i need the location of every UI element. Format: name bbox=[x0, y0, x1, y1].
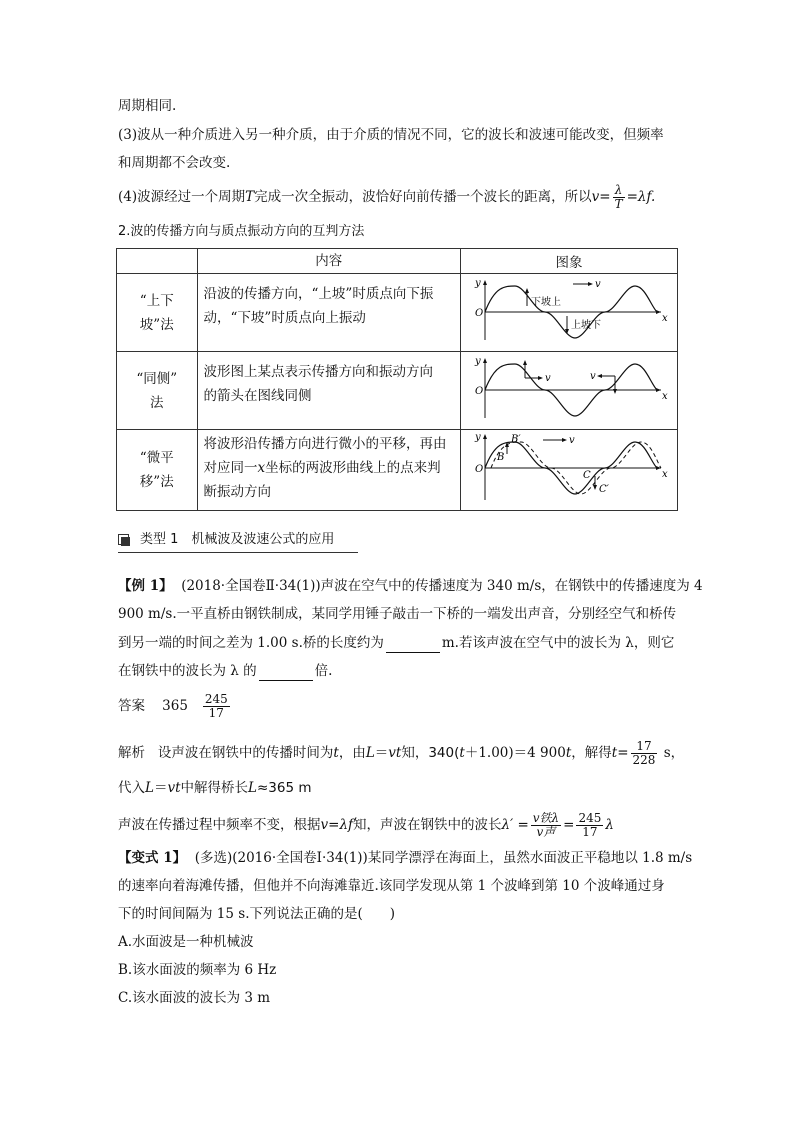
vibration-arrowhead-up bbox=[523, 360, 527, 365]
answer-blank-2 bbox=[259, 666, 313, 681]
description-line2: 对应同一x坐标的两波形曲线上的点来判 bbox=[203, 460, 441, 476]
fraction-numerator: λ bbox=[613, 184, 625, 198]
var-vt: vt bbox=[388, 745, 402, 761]
variant-1-line-3: 下的时间间隔为 15 s.下列说法正确的是( ) bbox=[118, 906, 396, 922]
graph-cell bbox=[460, 430, 677, 511]
analysis-label: 解析 bbox=[118, 745, 145, 761]
method-name-line1: “上下 bbox=[139, 292, 174, 309]
var-t: t bbox=[611, 745, 618, 761]
graph-cell bbox=[460, 352, 677, 430]
example-1-line-1 bbox=[118, 576, 703, 596]
description-line3: 断振动方向 bbox=[203, 484, 272, 500]
y-axis-arrow bbox=[483, 358, 487, 363]
analysis-line-2 bbox=[118, 778, 312, 798]
intro-line-1: 周期相同. bbox=[118, 98, 177, 114]
section-2-title: 2.波的传播方向与质点振动方向的互判方法 bbox=[118, 224, 365, 239]
option-c: C.该水面波的波长为 3 m bbox=[118, 990, 271, 1006]
variant-1-text: (多选)(2016·全国卷Ⅰ·34(1))某同学漂浮在海面上，虽然水面波正平稳地以 1.8 m/s bbox=[194, 850, 693, 866]
eq: = bbox=[563, 817, 575, 833]
option-a: A.水面波是一种机械波 bbox=[118, 934, 254, 950]
example-1-line-3 bbox=[118, 633, 674, 653]
example-1-tag: 【例 1】 bbox=[118, 578, 173, 594]
table-header-content: 内容 bbox=[197, 249, 460, 274]
table-header-method bbox=[117, 249, 198, 274]
uphill-down-label: 上坡下 bbox=[570, 320, 601, 331]
table-header-image: 图象 bbox=[460, 249, 677, 274]
graph-cell bbox=[460, 274, 677, 352]
t-numerator: 17 bbox=[631, 740, 658, 754]
method-name-line1: “同侧” bbox=[136, 370, 178, 387]
table-header-row bbox=[117, 249, 678, 274]
description-cell bbox=[197, 430, 460, 511]
origin-label: O bbox=[474, 308, 484, 319]
method-cell bbox=[117, 352, 198, 430]
intro-line-2: (3)波从一种介质进入另一种介质，由于介质的情况不同，它的波长和波速可能改变，但频率 bbox=[118, 127, 664, 143]
answer-blank-1 bbox=[386, 638, 440, 653]
origin-label: O bbox=[474, 386, 484, 397]
velocity-label: v bbox=[594, 279, 601, 290]
example-1-line-2: 900 m/s.一平直桥由钢铁制成，某同学用锤子敲击一下桥的一端发出声音，分别经空气和桥传 bbox=[118, 606, 677, 622]
analysis-text-5: ，解得 bbox=[571, 745, 612, 761]
same-side-wave-graph bbox=[461, 354, 677, 423]
point-c-prime-label: C′ bbox=[598, 484, 609, 495]
method-name-line2: 法 bbox=[150, 394, 164, 411]
var-t: t bbox=[565, 745, 572, 761]
velocity-label-2: v bbox=[589, 371, 596, 382]
intro-line-4-pre: (4)波源经过一个周期 bbox=[118, 189, 246, 205]
unit-s: s， bbox=[663, 745, 685, 761]
method-name-line2: 坡”法 bbox=[139, 316, 174, 333]
table-row bbox=[117, 352, 678, 430]
var-L: L bbox=[365, 745, 375, 761]
var-lambda-prime: λ′ bbox=[501, 817, 514, 833]
t-denominator: 228 bbox=[632, 753, 656, 767]
variant-1-line-2: 的速率向着海滩传播，但他并不向海滩靠近.该同学发现从第 1 个波峰到第 10 个波峰通过身 bbox=[118, 878, 665, 894]
variant-1-line-1 bbox=[118, 848, 692, 868]
description-line1: 将波形沿传播方向进行微小的平移，再由 bbox=[203, 436, 447, 452]
answer-label: 答案 bbox=[118, 698, 145, 714]
velocity-ratio-fraction bbox=[531, 812, 561, 839]
variant-1-tag: 【变式 1】 bbox=[118, 850, 187, 866]
analysis-l2-mid: 中解得桥长 bbox=[180, 780, 249, 796]
table-row bbox=[117, 430, 678, 511]
propagation-arrowhead bbox=[562, 438, 567, 442]
uphill-downhill-wave-graph bbox=[461, 276, 677, 345]
intro-line-4 bbox=[118, 182, 655, 212]
method-cell bbox=[117, 274, 198, 352]
table-row bbox=[117, 274, 678, 352]
example-1-line-4-pre: 在钢铁中的波长为 λ 的 bbox=[118, 663, 257, 679]
result-fraction bbox=[576, 812, 603, 839]
description-line2: 的箭头在图线同侧 bbox=[203, 388, 312, 404]
method-table bbox=[116, 248, 678, 511]
eq: = bbox=[517, 817, 529, 833]
x-axis-label: x bbox=[661, 313, 668, 324]
intro-line-4-post: =λf. bbox=[626, 189, 656, 205]
answer-2-denominator: 17 bbox=[208, 706, 224, 720]
description-line1: 波形图上某点表示传播方向和振动方向 bbox=[203, 364, 434, 380]
analysis-line-1 bbox=[118, 738, 684, 768]
example-1-line-3-post: m.若该声波在空气中的波长为 λ，则它 bbox=[441, 635, 675, 651]
example-1-text: (2018·全国卷Ⅱ·34(1))声波在空气中的传播速度为 340 m/s，在钢铁中的传播速度为 4 bbox=[181, 578, 703, 594]
t-fraction bbox=[631, 740, 658, 767]
eq: = bbox=[617, 745, 629, 761]
vibration-arrowhead-down bbox=[613, 389, 617, 394]
result-numerator: 245 bbox=[578, 810, 602, 825]
analysis-text-4: ＋1.00)＝4 900 bbox=[464, 745, 566, 761]
equals-sign: = bbox=[599, 189, 611, 205]
description-cell bbox=[197, 352, 460, 430]
example-1-line-4-post: 倍. bbox=[314, 663, 333, 679]
y-axis-label: y bbox=[474, 356, 481, 367]
small-shift-wave-graph bbox=[461, 430, 677, 506]
analysis-text-1: 设声波在钢铁中的传播时间为 bbox=[157, 745, 334, 761]
point-c-label: C bbox=[582, 470, 591, 481]
eq: ＝ bbox=[153, 780, 168, 796]
eq: = bbox=[328, 817, 340, 833]
answer-line bbox=[118, 690, 232, 722]
type-1-heading bbox=[118, 526, 358, 552]
analysis-l2-pre: 代入 bbox=[118, 780, 145, 796]
velocity-label: v bbox=[544, 373, 551, 384]
fraction-denominator: T bbox=[614, 197, 623, 211]
var-v: v bbox=[320, 817, 329, 833]
analysis-l2-post: ≈365 m bbox=[257, 780, 312, 796]
point-b-label: B bbox=[496, 452, 505, 463]
y-axis-arrow bbox=[483, 280, 487, 285]
velocity-symbol: v bbox=[591, 189, 600, 205]
ratio-numerator: v铁λ bbox=[532, 810, 560, 825]
vibration-arrowhead-up bbox=[525, 288, 529, 293]
velocity-label: v bbox=[568, 435, 575, 446]
answer-2-fraction bbox=[203, 693, 230, 720]
analysis-line-3 bbox=[118, 810, 614, 840]
propagation-arrowhead bbox=[538, 376, 543, 380]
analysis-text-3: 知，340( bbox=[401, 745, 460, 761]
var-t: t bbox=[333, 745, 339, 761]
intro-line-4-mid: 完成一次全振动，波恰好向前传播一个波长的距离，所以 bbox=[254, 189, 592, 205]
answer-1: 365 bbox=[162, 698, 188, 714]
method-cell bbox=[117, 430, 198, 511]
ratio-denominator: v声 bbox=[536, 824, 556, 839]
period-symbol: T bbox=[245, 189, 255, 205]
var-lambda: λ bbox=[605, 817, 614, 833]
method-name-line2: 移”法 bbox=[139, 474, 174, 490]
example-1-line-3-pre: 到另一端的时间之差为 1.00 s.桥的长度约为 bbox=[118, 635, 384, 651]
method-name-line1: “微平 bbox=[139, 450, 174, 466]
propagation-arrowhead-2 bbox=[597, 374, 602, 378]
analysis-text-2: ，由 bbox=[338, 745, 366, 761]
var-t: t bbox=[459, 745, 465, 761]
x-axis-label: x bbox=[661, 391, 668, 402]
analysis-l3-mid: 知，声波在钢铁中的波长 bbox=[353, 817, 502, 833]
var-lambda-f: λf bbox=[339, 817, 354, 833]
option-b: B.该水面波的频率为 6 Hz bbox=[118, 962, 277, 978]
vibration-arrowhead-down bbox=[593, 485, 597, 490]
result-denominator: 17 bbox=[582, 824, 598, 839]
description-line2: 动，“下坡”时质点向上振动 bbox=[203, 310, 366, 326]
point-b-prime-label: B′ bbox=[510, 434, 521, 445]
intro-line-3: 和周期都不会改变. bbox=[118, 155, 231, 171]
eq: ＝ bbox=[374, 745, 389, 761]
y-axis-label: y bbox=[474, 432, 481, 443]
type-1-title: 类型 1 机械波及波速公式的应用 bbox=[140, 532, 335, 547]
example-1-line-4 bbox=[118, 661, 332, 681]
y-axis-label: y bbox=[474, 278, 481, 289]
description-cell bbox=[197, 274, 460, 352]
downhill-up-label: 下坡上 bbox=[530, 297, 561, 308]
origin-label: O bbox=[474, 464, 484, 475]
section-square-icon bbox=[118, 534, 130, 546]
var-vt: vt bbox=[167, 780, 181, 796]
x-axis-label: x bbox=[661, 469, 668, 480]
y-axis-arrow bbox=[483, 434, 487, 439]
analysis-l3-pre: 声波在传播过程中频率不变，根据 bbox=[118, 817, 321, 833]
lambda-over-T-fraction bbox=[613, 184, 625, 211]
var-L: L bbox=[145, 780, 154, 796]
heading-underline bbox=[118, 552, 358, 553]
answer-2-numerator: 245 bbox=[204, 692, 228, 706]
description-line1: 沿波的传播方向，“上坡”时质点向下振 bbox=[203, 286, 434, 302]
propagation-arrowhead bbox=[588, 282, 593, 286]
var-L: L bbox=[248, 780, 257, 796]
